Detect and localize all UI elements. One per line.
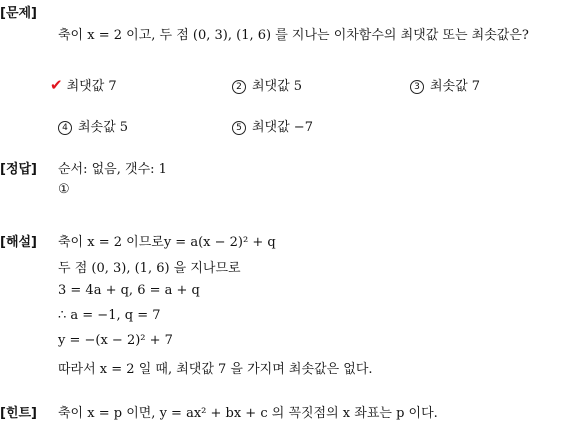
option-3-text: 최솟값 7 [430, 79, 481, 94]
option-2[interactable] [232, 75, 302, 94]
option-3-number: 3 [410, 80, 424, 94]
solution-line: 축이 x = 2 이므로y = a(x − 2)² + q [58, 235, 276, 250]
option-1[interactable] [50, 75, 117, 94]
option-2-number: 2 [232, 80, 246, 94]
hint-text: 축이 x = p 이면, y = ax² + bx + c 의 꼭짓점의 x 좌표는 p 이다. [58, 406, 438, 421]
option-5-number: 5 [232, 121, 246, 135]
solution-line: 두 점 (0, 3), (1, 6) 을 지나므로 [58, 261, 241, 276]
answer-value: ① [58, 182, 70, 197]
option-1-text: 최댓값 7 [66, 79, 117, 94]
option-2-text: 최댓값 5 [252, 79, 303, 94]
option-5[interactable] [232, 116, 313, 135]
option-3[interactable] [410, 75, 480, 94]
solution-line: ∴ a = −1, q = 7 [58, 308, 161, 323]
question-text: 축이 x = 2 이고, 두 점 (0, 3), (1, 6) 를 지나는 이차함수의 최댓값 또는 최솟값은? [58, 28, 529, 43]
problem-label: [문제] [0, 6, 37, 21]
answer-meta: 순서: 없음, 갯수: 1 [58, 162, 167, 177]
option-5-text: 최댓값 −7 [252, 120, 313, 135]
solution-line: 따라서 x = 2 일 때, 최댓값 7 을 가지며 최솟값은 없다. [58, 362, 373, 377]
option-4-number: 4 [58, 121, 72, 135]
solution-line: y = −(x − 2)² + 7 [58, 333, 173, 348]
hint-label: [힌트] [0, 406, 37, 421]
answer-label: [정답] [0, 162, 37, 177]
checkmark-icon: ✔ [50, 76, 63, 94]
solution-label: [해설] [0, 235, 37, 250]
option-4-text: 최솟값 5 [78, 120, 129, 135]
option-4[interactable] [58, 116, 128, 135]
solution-line: 3 = 4a + q, 6 = a + q [58, 283, 200, 298]
